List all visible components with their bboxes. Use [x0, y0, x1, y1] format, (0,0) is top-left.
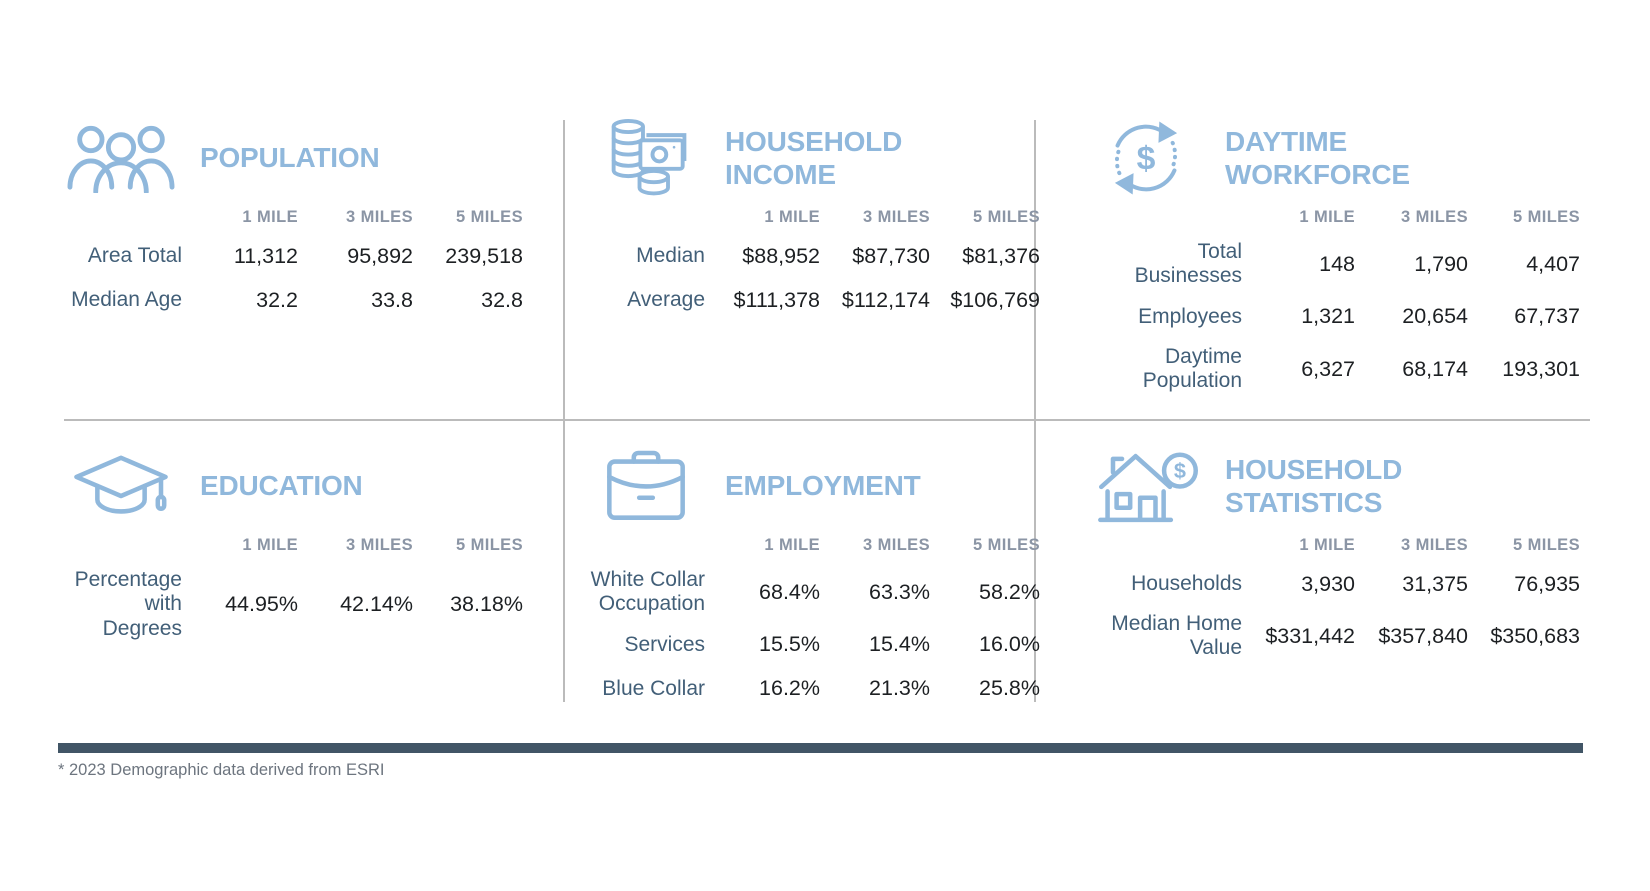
- column-header-1mile: 1 MILE: [764, 535, 820, 554]
- employment-heading: [585, 440, 1037, 532]
- row-value: 4,407: [1526, 251, 1580, 276]
- horizontal-divider: [64, 419, 1590, 421]
- row-value: 33.8: [371, 287, 413, 312]
- data-source-footnote: * 2023 Demographic data derived from ESRI: [58, 761, 385, 779]
- row-value: 6,327: [1301, 356, 1355, 381]
- population-table: [60, 206, 542, 316]
- table-row: [1085, 240, 1592, 289]
- row-label: Daytime Population: [1142, 344, 1242, 393]
- row-value: $112,174: [841, 287, 930, 312]
- dollar-cycle-icon: [1085, 118, 1207, 198]
- table-row: [1085, 612, 1592, 661]
- row-label: Blue Collar: [602, 676, 705, 700]
- table-row: [60, 568, 542, 641]
- column-header-3miles: 3 MILES: [863, 535, 930, 554]
- row-value: 67,737: [1514, 304, 1580, 329]
- column-header-3miles: 3 MILES: [346, 207, 413, 226]
- household-statistics-table: [1085, 534, 1592, 661]
- education-heading: [60, 440, 542, 532]
- row-value: 32.2: [256, 287, 298, 312]
- daytime-workforce-heading: [1085, 112, 1592, 204]
- daytime-workforce-title: DAYTIME WORKFORCE: [1225, 125, 1410, 190]
- household-income-heading: [585, 112, 1037, 204]
- row-value: 11,312: [233, 243, 298, 268]
- row-label: Employees: [1138, 304, 1242, 328]
- table-row: [585, 629, 1040, 661]
- row-label: Median Age: [71, 287, 182, 311]
- column-header-1mile: 1 MILE: [1299, 207, 1355, 226]
- column-header-row: [60, 534, 542, 556]
- people-group-icon: [60, 123, 182, 193]
- row-label: Households: [1131, 571, 1242, 595]
- row-value: 31,375: [1402, 571, 1468, 596]
- household-statistics-title: HOUSEHOLD STATISTICS: [1225, 453, 1403, 518]
- row-value: $331,442: [1265, 623, 1355, 648]
- row-value: 63.3%: [869, 579, 930, 604]
- column-header-row: [1085, 206, 1592, 228]
- graduation-cap-icon: [60, 446, 182, 526]
- row-label: Median: [636, 243, 705, 267]
- table-row: [1085, 568, 1592, 600]
- education-table: [60, 534, 542, 641]
- row-value: 68.4%: [759, 579, 820, 604]
- column-header-3miles: 3 MILES: [346, 535, 413, 554]
- row-value: $357,840: [1378, 623, 1468, 648]
- row-value: 44.95%: [225, 592, 298, 617]
- column-header-row: [60, 206, 542, 228]
- employment-table: [585, 534, 1040, 705]
- row-value: 32.8: [481, 287, 523, 312]
- row-value: 25.8%: [979, 676, 1040, 701]
- row-value: 239,518: [445, 243, 523, 268]
- row-value: 95,892: [347, 243, 413, 268]
- population-section: [60, 112, 542, 316]
- household-statistics-section: [1085, 440, 1592, 661]
- column-header-row: [1085, 534, 1592, 556]
- education-section: [60, 440, 542, 641]
- employment-title: EMPLOYMENT: [725, 470, 921, 502]
- column-header-5miles: 5 MILES: [973, 207, 1040, 226]
- column-header-5miles: 5 MILES: [1513, 207, 1580, 226]
- table-row: [585, 240, 1040, 272]
- row-value: $111,378: [733, 287, 820, 312]
- column-header-5miles: 5 MILES: [973, 535, 1040, 554]
- employment-section: [585, 440, 1040, 705]
- column-header-1mile: 1 MILE: [1299, 535, 1355, 554]
- column-header-5miles: 5 MILES: [456, 207, 523, 226]
- briefcase-icon: [585, 447, 707, 525]
- row-value: 148: [1319, 251, 1355, 276]
- footer-accent-bar: [58, 743, 1583, 753]
- row-value: 20,654: [1402, 304, 1468, 329]
- row-value: 16.2%: [759, 676, 820, 701]
- column-header-1mile: 1 MILE: [242, 535, 298, 554]
- row-value: 3,930: [1301, 571, 1355, 596]
- svg-text:$: $: [1173, 457, 1186, 483]
- table-row: [60, 284, 542, 316]
- row-label: White Collar Occupation: [590, 568, 705, 616]
- row-value: $350,683: [1490, 623, 1580, 648]
- column-header-1mile: 1 MILE: [242, 207, 298, 226]
- table-row: [585, 568, 1040, 617]
- row-label: Total Businesses: [1134, 240, 1242, 288]
- household-income-table: [585, 206, 1040, 316]
- row-value: 1,321: [1301, 304, 1355, 329]
- household-income-section: [585, 112, 1040, 316]
- daytime-workforce-section: [1085, 112, 1592, 393]
- table-row: [585, 673, 1040, 705]
- row-value: 38.18%: [450, 592, 523, 617]
- education-title: EDUCATION: [200, 470, 363, 502]
- table-row: [585, 284, 1040, 316]
- house-value-icon: [1085, 446, 1207, 526]
- daytime-workforce-table: [1085, 206, 1592, 393]
- row-value: 15.5%: [759, 632, 820, 657]
- column-header-5miles: 5 MILES: [456, 535, 523, 554]
- column-header-5miles: 5 MILES: [1513, 535, 1580, 554]
- population-heading: [60, 112, 542, 204]
- column-header-row: [585, 206, 1040, 228]
- household-income-title: HOUSEHOLD INCOME: [725, 125, 903, 190]
- row-label: Area Total: [87, 243, 182, 267]
- vertical-divider-left: [563, 120, 565, 702]
- row-value: $81,376: [962, 243, 1040, 268]
- household-statistics-heading: [1085, 440, 1592, 532]
- row-value: $88,952: [742, 243, 820, 268]
- table-row: [1085, 345, 1592, 394]
- row-label: Median Home Value: [1111, 612, 1242, 660]
- row-label: Services: [624, 632, 705, 656]
- row-value: $87,730: [852, 243, 930, 268]
- row-value: 193,301: [1502, 356, 1580, 381]
- row-value: 21.3%: [869, 676, 930, 701]
- column-header-1mile: 1 MILE: [764, 207, 820, 226]
- coins-and-bill-icon: [585, 116, 707, 200]
- row-label: Percentage with Degrees: [74, 568, 182, 640]
- population-title: POPULATION: [200, 142, 380, 174]
- row-value: 1,790: [1414, 251, 1468, 276]
- row-value: $106,769: [950, 287, 1040, 312]
- table-row: [60, 240, 542, 272]
- svg-text:$: $: [1136, 139, 1156, 178]
- row-value: 68,174: [1402, 356, 1468, 381]
- row-value: 58.2%: [979, 579, 1040, 604]
- row-value: 42.14%: [340, 592, 413, 617]
- row-value: 15.4%: [869, 632, 930, 657]
- column-header-3miles: 3 MILES: [863, 207, 930, 226]
- column-header-3miles: 3 MILES: [1401, 207, 1468, 226]
- column-header-row: [585, 534, 1040, 556]
- row-value: 16.0%: [979, 632, 1040, 657]
- table-row: [1085, 301, 1592, 333]
- row-label: Average: [627, 287, 705, 311]
- row-value: 76,935: [1514, 571, 1580, 596]
- column-header-3miles: 3 MILES: [1401, 535, 1468, 554]
